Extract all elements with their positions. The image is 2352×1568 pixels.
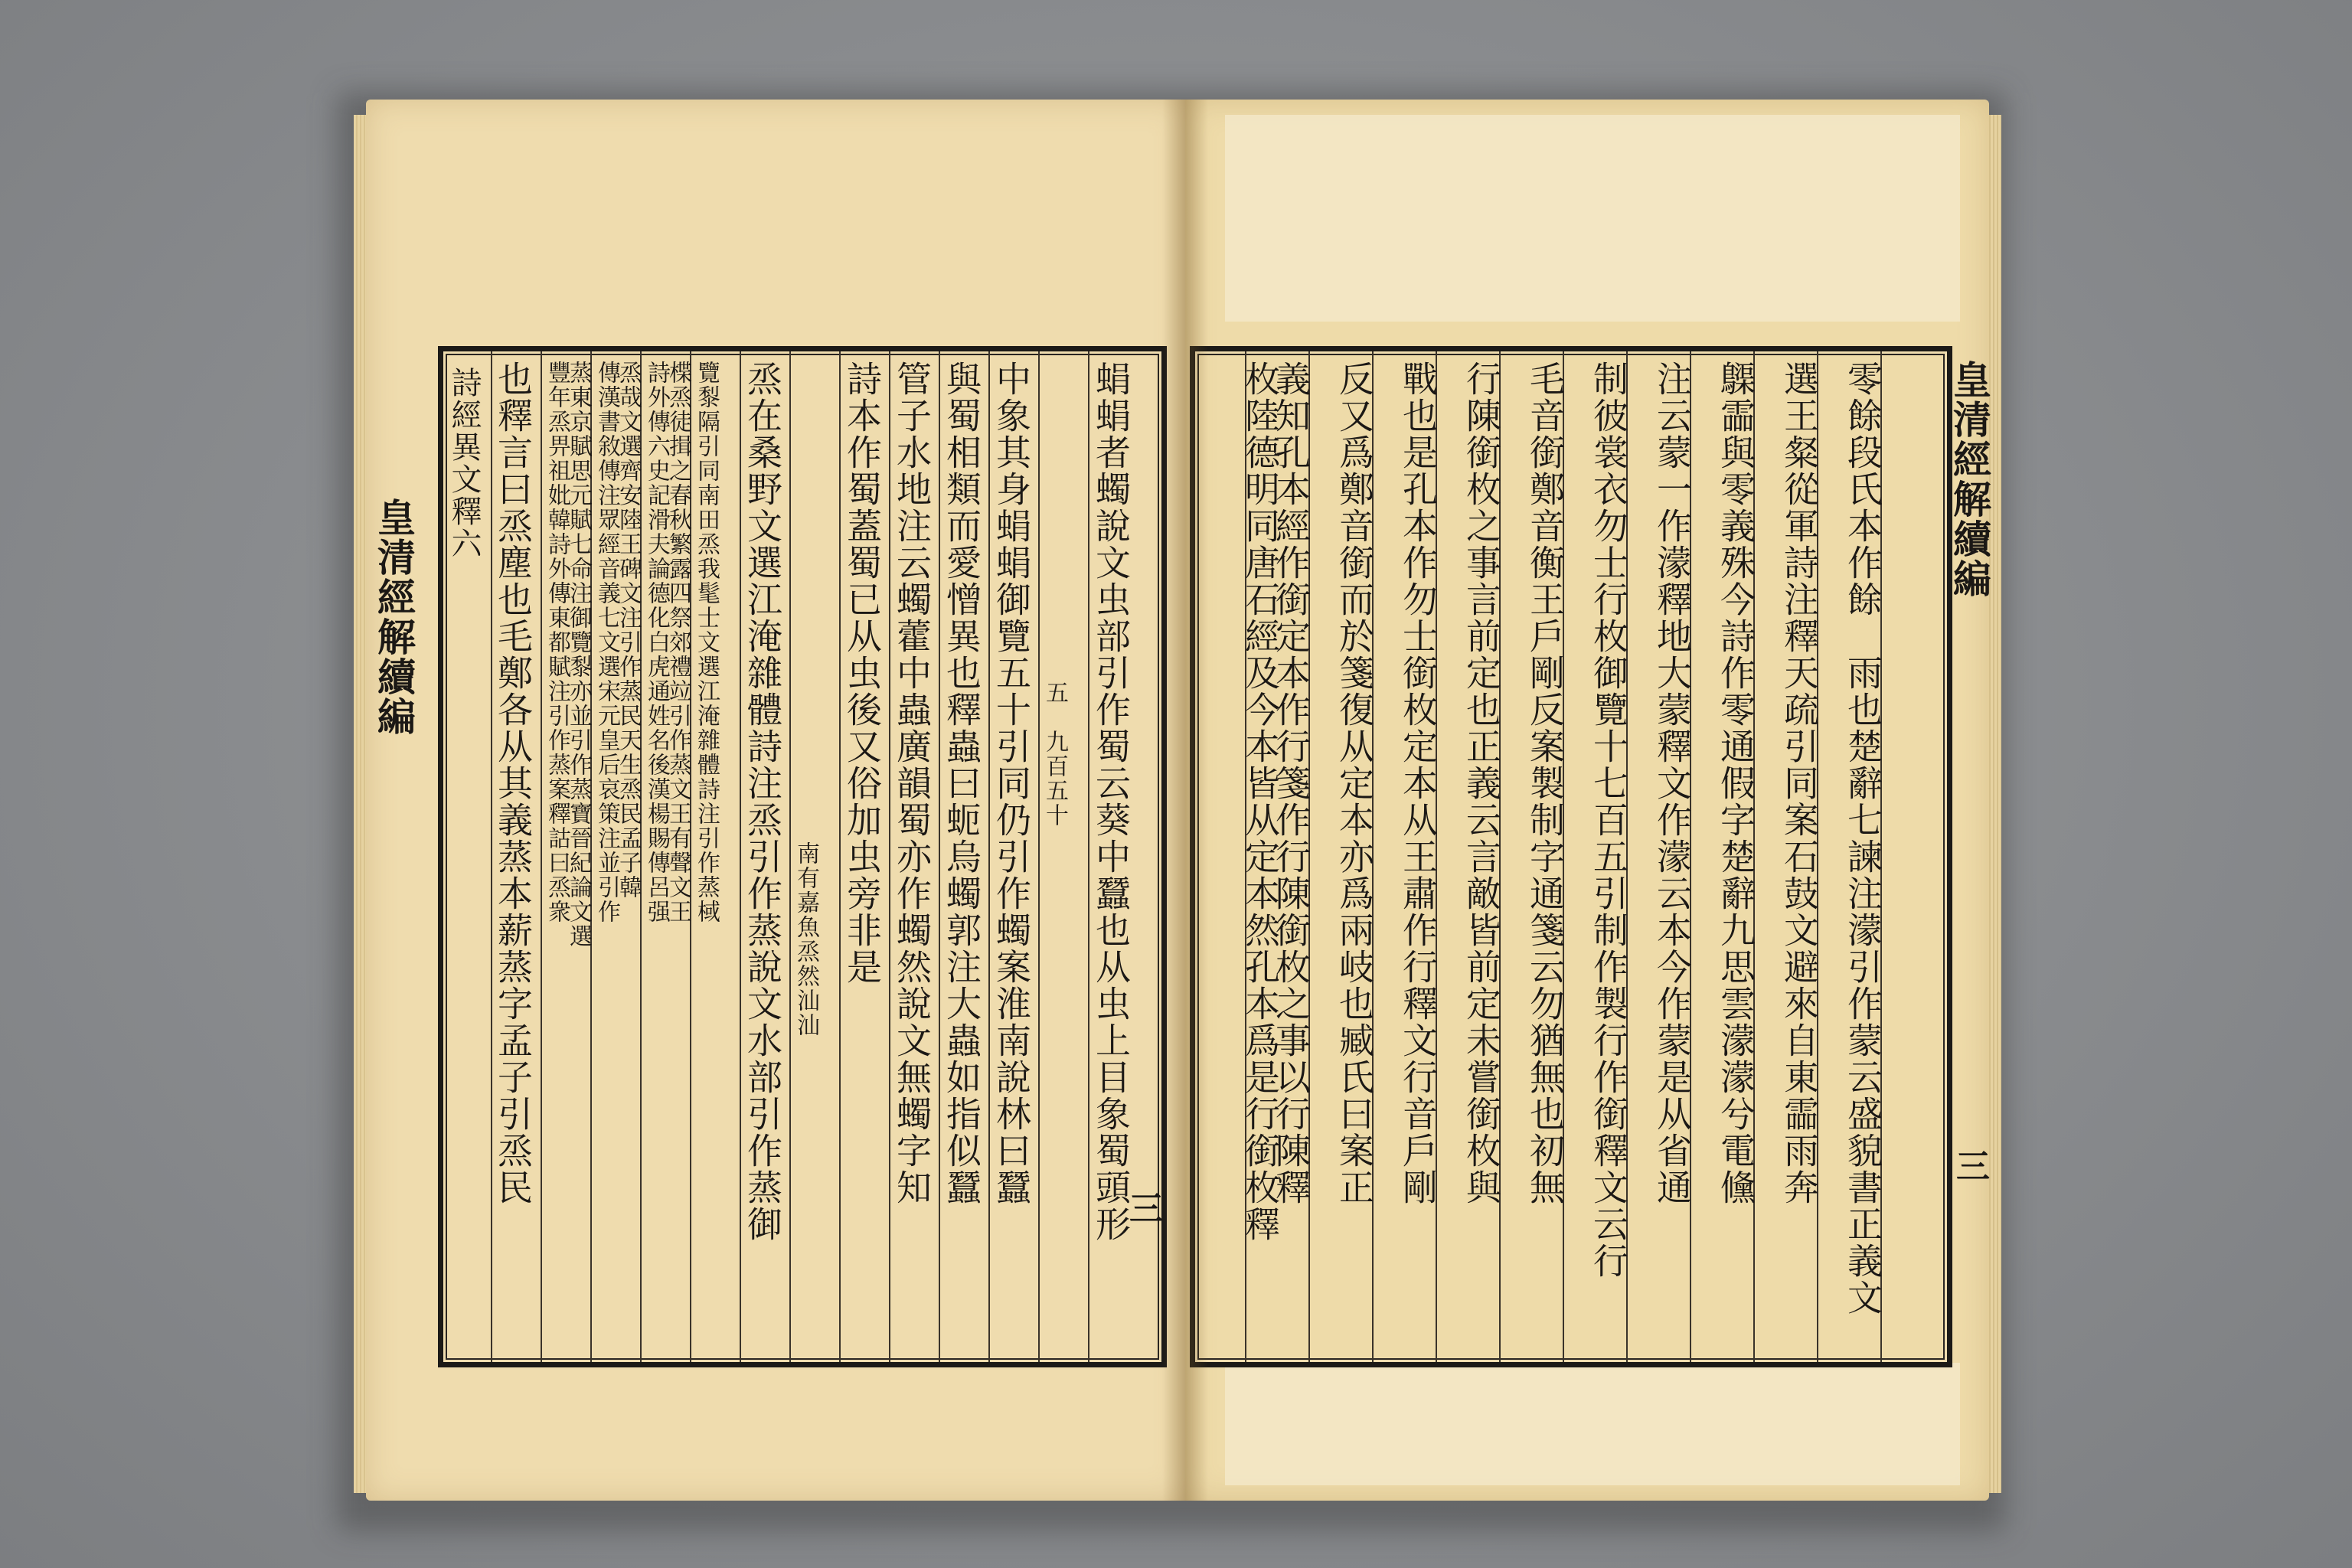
repair-paper-patch (1225, 1363, 1960, 1485)
text-column: 烝哉文選齊安陸王碑文注引作蒸民天生烝民孟子韓 (615, 361, 642, 900)
text-column: 選王粲從軍詩注釋天疏引同案石鼓文避來自東霝雨奔 (1779, 361, 1820, 1206)
column-rule (988, 351, 990, 1362)
text-column: 覽𪏭隔引同南田烝我髦士文選江淹雜體詩注引作蒸棫 (693, 361, 720, 924)
text-column: 𪆫霝與零義殊今詩作零通假字楚辭九思雲濛濛兮電儵 (1715, 361, 1756, 1206)
column-rule (939, 351, 940, 1362)
text-column: 制彼裳衣勿士行枚御覽十七百五引制作製行作銜釋文云行 (1588, 361, 1629, 1279)
interlinear-note: 南有嘉魚烝然汕汕 (792, 841, 819, 1037)
book-gutter (1162, 100, 1208, 1501)
text-column: 毛音銜鄭音衡王戶剛反案製制字通箋云勿猶無也初無 (1524, 361, 1566, 1206)
right-page-folio: 三 (1950, 1148, 1989, 1182)
column-rule (789, 351, 791, 1362)
text-column: 烝在桑野文選江淹雜體詩注烝引作蒸說文水部引作蒸御 (742, 361, 783, 1243)
text-column: 傳漢書敘傳注眾經音義七文選宋元皇后哀策注並引作 (593, 361, 620, 924)
column-rule (740, 351, 741, 1362)
text-column: 楪烝徒揖之春秋繁露四祭郊禮竝引作蒸文王有聲文王 (665, 361, 691, 924)
text-column: 戰也是孔本作勿士銜枚定本从王肅作行釋文行音戶剛 (1397, 361, 1439, 1206)
right-page-running-title: 皇清經解續編 (1947, 360, 1992, 599)
column-rule (889, 351, 890, 1362)
text-column: 枚陸德明同唐石經及今本皆从定本然孔本爲是行銜枚釋 (1240, 361, 1281, 1243)
text-column: 蒸東京賦思元賦七命注御覽𪏭亦並引作蒸寶晉紀論文選 (565, 361, 592, 949)
text-column: 義知孔本經作銜定本作行箋作行陳銜枚之事以行陳釋 (1270, 361, 1312, 1206)
text-column: 詩外傳六史記滑夫論德化白虎通姓名後漢楊賜傳呂强 (643, 361, 670, 924)
column-rule (1088, 351, 1089, 1362)
text-column: 詩本作蜀蓋蜀已从虫後又俗加虫旁非是 (841, 361, 883, 985)
repair-paper-patch (1225, 115, 1960, 322)
text-column: 注云蒙一作濛釋地大蒙釋文作濛云本今作蒙是从省通 (1651, 361, 1693, 1206)
text-column: 中象其身蜎蜎御覽五十引同仍引作蠋案淮南說林曰蠶 (991, 361, 1032, 1206)
text-column: 也釋言曰烝塵也毛鄭各从其義蒸本薪蒸字孟子引烝民 (492, 361, 534, 1206)
text-column: 管子水地注云蠋藿中蟲廣韻蜀亦作蠋然說文無蠋字知 (891, 361, 933, 1206)
left-page-frame (438, 346, 1167, 1367)
text-column: 反又爲鄭音銜而於箋復从定本亦爲兩岐也臧氏曰案正 (1334, 361, 1375, 1206)
interlinear-note: 五 九百五十 (1041, 681, 1068, 828)
text-column: 豐年烝畀祖妣韓詩外傳東都賦注引作蒸案釋詁曰烝衆 (544, 361, 570, 924)
left-page-folio: 三 (1123, 1191, 1162, 1224)
column-rule (1038, 351, 1040, 1362)
right-page-frame (1190, 346, 1952, 1367)
column-rule (541, 351, 542, 1362)
text-column: 零餘段氏本作餘 雨也楚辭七諫注濛引作蒙云盛貌書正義文 (1842, 361, 1883, 1316)
left-page-running-title: 皇清經解續編 (371, 498, 416, 737)
column-rule (839, 351, 841, 1362)
section-title: 詩經異文釋六 (446, 367, 482, 560)
text-column: 蜎蜎者蠋說文虫部引作蜀云葵中蠶也从虫上目象蜀頭形 (1090, 361, 1132, 1243)
text-column: 行陳銜枚之事言前定也正義云言敵皆前定未嘗銜枚與 (1461, 361, 1502, 1206)
text-column: 與蜀相類而愛憎異也釋蟲曰蚅烏蠋郭注大蟲如指似蠶 (941, 361, 982, 1206)
